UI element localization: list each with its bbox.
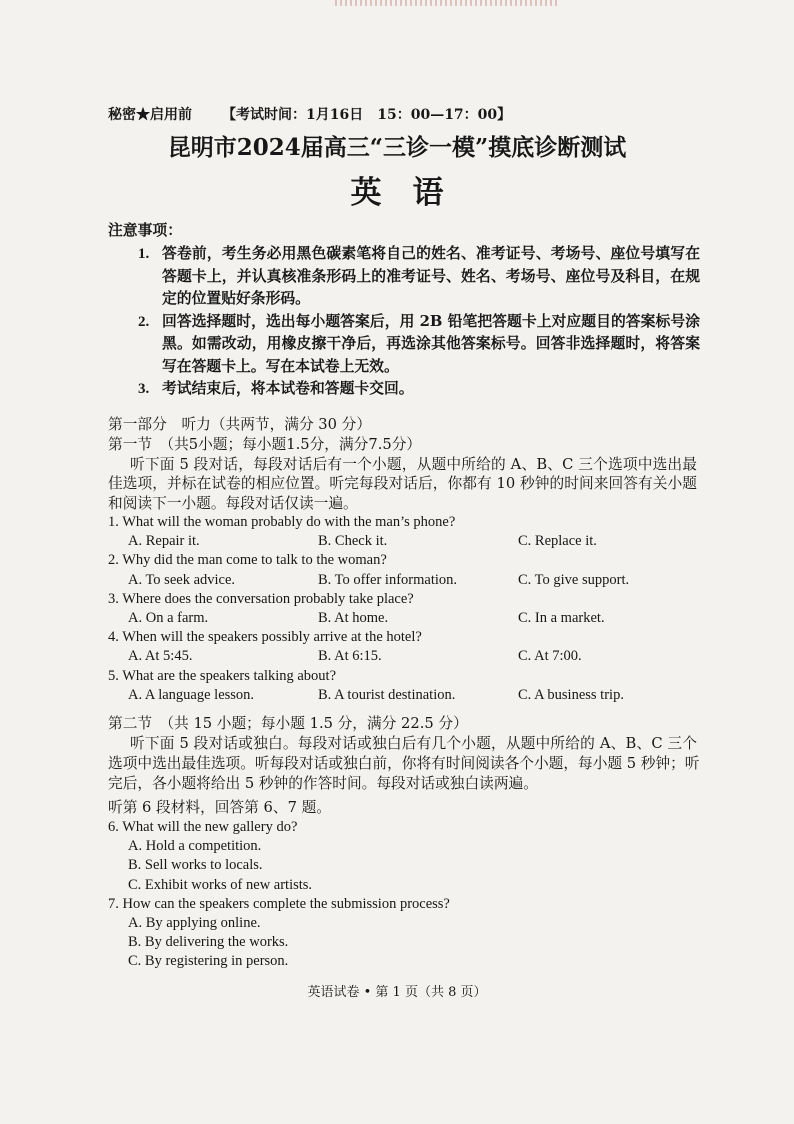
question-options (108, 686, 718, 705)
option-a: A. On a farm. (128, 609, 209, 626)
option-b: B. At 6:15. (318, 648, 382, 665)
option-b: B. Sell works to locals. (128, 857, 263, 874)
instruction-line: 佳选项，并标在试卷的相应位置。听完每段对话后，你都有 10 秒钟的时间来回答有关小题 (108, 475, 697, 492)
instruction-line: 完后，各小题将给出 5 秒钟的作答时间。每段对话或独白读两遍。 (108, 775, 538, 792)
notice-item-number: 1. (138, 246, 150, 262)
instruction-line: 选项中选出最佳选项。听每段对话或独白前，你将有时间阅读各个小题，每小题 5 秒钟；听 (108, 755, 700, 772)
question-options (108, 571, 718, 590)
subject-title: 英 语 (350, 175, 444, 211)
notice-item-number: 2. (138, 313, 150, 330)
notice-item-number: 3. (138, 381, 150, 397)
question (108, 513, 718, 551)
question-options (108, 647, 718, 666)
option-a: A. By applying online. (128, 915, 261, 932)
notice-item-line: 考试结束后，将本试卷和答题卡交回。 (162, 380, 414, 397)
question-stem: 6. What will the new gallery do? (108, 819, 298, 835)
exam-title: 昆明市2024届高三“三诊一模”摸底诊断测试 (167, 134, 627, 161)
question-stem: 3. Where does the conversation probably take place? (108, 590, 414, 607)
question (108, 628, 718, 666)
section-two-instructions (108, 734, 718, 794)
notice-item (108, 243, 718, 311)
notice-item-line: 答题卡上，并认真核准条形码上的准考证号、姓名、考场号、座位号及科目，在规 (162, 267, 700, 285)
confidential-label: 秘密★启用前 (108, 107, 192, 123)
notice-item-line: 回答选择题时，选出每小题答案后，用 2B 铅笔把答题卡上对应题目的答案标号涂 (162, 312, 700, 330)
notice-section (108, 219, 718, 401)
question (108, 667, 718, 705)
instruction-line: 听下面 5 段对话或独白。每段对话或独白后有几个小题，从题中所给的 A、B、C 三个 (130, 735, 697, 752)
notice-item (108, 311, 718, 379)
section-one-questions (108, 513, 718, 705)
question-stem: 4. When will the speakers possibly arrive at the hotel? (108, 629, 422, 646)
question (108, 590, 718, 628)
question-stem: 7. How can the speakers complete the submission process? (108, 895, 450, 912)
option-c: C. A business trip. (518, 686, 624, 703)
question-options (108, 532, 718, 551)
notice-item-line: 答卷前，考生务必用黑色碳素笔将自己的姓名、准考证号、考场号、座位号填写在 (162, 245, 700, 262)
notice-item-line: 定的位置贴好条形码。 (162, 290, 310, 307)
option-a: A. To seek advice. (128, 571, 236, 588)
notice-item-line: 写在答题卡上。写在本试卷上无效。 (162, 357, 399, 375)
exam-time: 【考试时间：1月16日 15：00—17：00】 (222, 107, 512, 123)
instruction-line: 听下面 5 段对话，每段对话后有一个小题，从题中所给的 A、B、C 三个选项中选出最 (130, 455, 697, 473)
question-stem: 2. Why did the man come to talk to the woman? (108, 552, 387, 569)
header-line (108, 105, 511, 125)
option-c: C. To give support. (518, 571, 630, 588)
option-c: C. In a market. (518, 609, 605, 626)
notice-item-line: 黑。如需改动，用橡皮擦干净后，再选涂其他答案标号。回答非选择题时，将答案 (162, 335, 700, 352)
page-footer: 英语试卷 • 第 1 页（共 8 页） (307, 985, 487, 1000)
notice-item (108, 378, 718, 401)
section-one-instructions (108, 455, 718, 514)
option-b: B. Check it. (318, 533, 388, 550)
question-stem: 1. What will the woman probably do with the man’s phone? (108, 514, 456, 530)
option-b: B. By delivering the works. (128, 934, 289, 951)
part-one-listening (108, 415, 718, 705)
scan-binding-mark (335, 0, 560, 6)
question-options (108, 609, 718, 628)
option-c: C. At 7:00. (518, 648, 582, 665)
option-c: C. Replace it. (518, 533, 597, 550)
question-stem: 5. What are the speakers talking about? (108, 667, 337, 684)
section-two-questions (108, 818, 718, 972)
option-b: B. To offer information. (318, 571, 457, 588)
option-a: A. Repair it. (128, 533, 200, 550)
notice-heading: 注意事项： (108, 222, 182, 239)
option-c: C. Exhibit works of new artists. (128, 876, 313, 893)
option-b: B. At home. (318, 609, 389, 626)
option-c: C. By registering in person. (128, 953, 289, 970)
section-two-heading: 第二节 （共 15 小题；每小题 1.5 分，满分 22.5 分） (108, 715, 468, 732)
question (108, 818, 718, 895)
question (108, 551, 718, 589)
section-one-heading: 第一节 （共5小题；每小题1.5分，满分7.5分） (108, 436, 422, 453)
option-a: A. At 5:45. (128, 648, 193, 665)
question (108, 895, 718, 972)
part-heading: 第一部分 听力（共两节，满分 30 分） (108, 416, 372, 433)
instruction-line: 和阅读下一小题。每段对话仅读一遍。 (108, 494, 358, 512)
option-b: B. A tourist destination. (318, 686, 456, 703)
material-label: 听第 6 段材料，回答第 6、7 题。 (108, 799, 331, 816)
option-a: A. A language lesson. (128, 686, 255, 703)
section-two (108, 714, 718, 972)
option-a: A. Hold a competition. (128, 838, 262, 855)
